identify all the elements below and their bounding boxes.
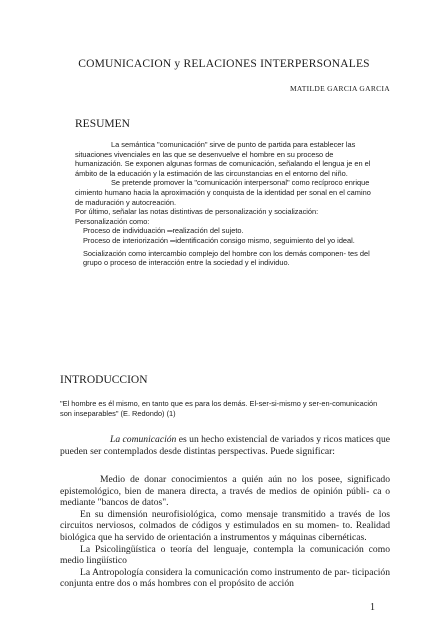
abstract-paragraph: Socialización como intercambio complejo del hombre con los demás componen- tes del grupo o proceso de interacción entre la sociedad y el individuo. — [83, 248, 370, 268]
page-number: 1 — [370, 602, 375, 613]
body-paragraph: Medio de donar conocimientos a quién aún no los posee, significado epistemológico, bien de manera directa, a través de medios de opinión públi- ca o mediante "bancos de datos". — [60, 474, 390, 509]
body-text-span: es un hecho existencial de variados y ricos matices que pueden ser contemplados desde distintas perspectivas. Puede significar: — [60, 434, 391, 457]
epigraph-quote: "El hombre es él mismo, en tanto que es para los demás. El-ser-si-mismo y ser-en-comunicación son inseparables" (E. Redondo) (1) — [60, 399, 378, 418]
abstract-block — [75, 140, 375, 268]
body-paragraph: La Antropología considera la comunicación como instrumento de par- ticipación conjunta entre dos o más hombres con el propósito de acción — [60, 566, 390, 590]
abstract-paragraph: Personalización como: — [75, 216, 150, 226]
body-paragraphs — [60, 474, 390, 590]
body-paragraph — [60, 434, 390, 457]
abstract-list-item: Proceso de interiorización ═identificación consigo mismo, seguimiento del yo ideal. — [83, 235, 355, 245]
abstract-paragraph: La semántica "comunicación" sirve de punto de partida para establecer las situaciones vivenciales en las que se desenvuelve el hombre en su proceso de humanización. Se exponen algunas formas de comunicación, señalando el lengua je en el ámbito de la educación y la estimación de las circunstancias en el entorno del niño. — [75, 140, 371, 178]
resumen-heading: RESUMEN — [75, 118, 130, 130]
emphasis-term: La comunicación — [110, 434, 177, 445]
abstract-list-item: Proceso de individuación ═realización del sujeto. — [83, 226, 244, 236]
abstract-paragraph: Se pretende promover la "comunicación interpersonal" como recíproco enrique cimiento humano hacia la aproximación y conquista de la identidad per sonal en el camino de maduración y autocreación. — [75, 178, 371, 207]
author-name: MATILDE GARCIA GARCIA — [289, 84, 390, 93]
body-paragraph: En su dimensión neurofisiológica, como mensaje transmitido a través de los circuitos nerviosos, colmados de códigos y estimulados en su momen- to. Realidad biológica que ha servido de orientación a instrumentos y máquinas cibernéticas. — [60, 508, 390, 543]
article-title: COMUNICACION y RELACIONES INTERPERSONALES — [78, 58, 370, 70]
introduccion-heading: INTRODUCCION — [60, 374, 148, 386]
body-paragraph-1 — [60, 434, 390, 457]
body-paragraph: La Psicolingüística o teoría del lenguaje, contempla la comunicación como medio lingüístico — [60, 543, 390, 567]
abstract-paragraph: Por último, señalar las notas distintivas de personalización y socialización: — [75, 207, 319, 217]
